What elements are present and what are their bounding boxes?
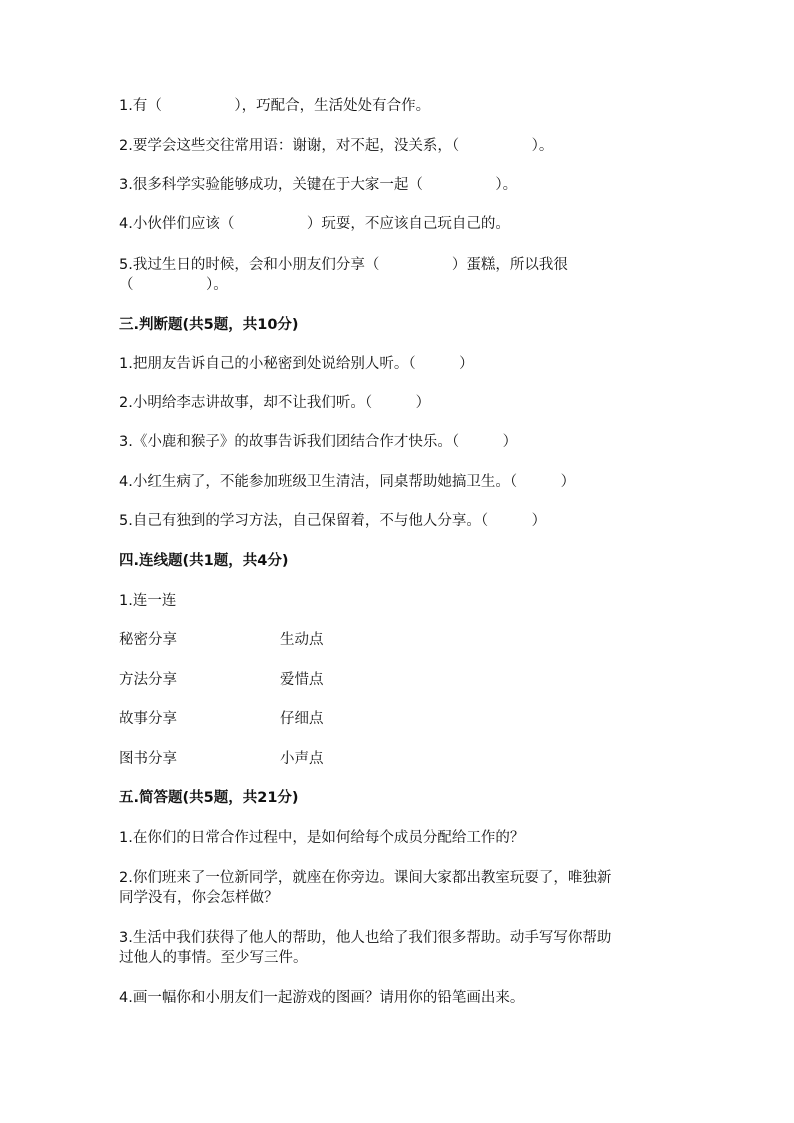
true-false-question-4: 4.小红生病了，不能参加班级卫生清洁，同桌帮助她搞卫生。（ ）	[119, 474, 576, 490]
true-false-heading: 三.判断题(共5题，共10分)	[119, 317, 299, 333]
fill-blank-question-5: 5.我过生日的时候，会和小朋友们分享（ ）蛋糕，所以我很	[119, 257, 568, 273]
fill-blank-question-1: 1.有（ ），巧配合，生活处处有合作。	[119, 98, 431, 114]
matching-left-item: 方法分享	[119, 672, 177, 688]
fill-blank-question-2: 2.要学会这些交往常用语：谢谢，对不起，没关系，（ ）。	[119, 138, 554, 154]
true-false-question-5: 5.自己有独到的学习方法，自己保留着，不与他人分享。（ ）	[119, 513, 547, 529]
matching-right-item: 小声点	[280, 751, 324, 767]
matching-left-item: 秘密分享	[119, 632, 177, 648]
short-answer-question-4: 4.画一幅你和小朋友们一起游戏的图画？请用你的铅笔画出来。	[119, 990, 525, 1006]
matching-left-item: 图书分享	[119, 751, 177, 767]
short-answer-question-1: 1.在你们的日常合作过程中，是如何给每个成员分配给工作的？	[119, 830, 525, 846]
matching-heading: 四.连线题(共1题，共4分)	[119, 553, 289, 569]
true-false-question-2: 2.小明给李志讲故事，却不让我们听。（ ）	[119, 395, 431, 411]
fill-blank-question-3: 3.很多科学实验能够成功，关键在于大家一起（ ）。	[119, 177, 518, 193]
short-answer-heading: 五.简答题(共5题，共21分)	[119, 790, 299, 806]
fill-blank-question-4: 4.小伙伴们应该（ ）玩耍，不应该自己玩自己的。	[119, 216, 510, 232]
short-answer-question-3: 3.生活中我们获得了他人的帮助，他人也给了我们很多帮助。动手写写你帮助	[119, 930, 612, 946]
matching-left-item: 故事分享	[119, 711, 177, 727]
matching-right-item: 生动点	[280, 632, 324, 648]
matching-question: 1.连一连	[119, 593, 177, 609]
fill-blank-question-5-continued: （ ）。	[119, 277, 228, 293]
true-false-question-1: 1.把朋友告诉自己的小秘密到处说给别人听。（ ）	[119, 356, 474, 372]
matching-right-item: 爱惜点	[280, 672, 324, 688]
short-answer-question-2-continued: 同学没有，你会怎样做？	[119, 890, 279, 906]
matching-right-item: 仔细点	[280, 711, 324, 727]
short-answer-question-3-continued: 过他人的事情。至少写三件。	[119, 950, 308, 966]
short-answer-question-2: 2.你们班来了一位新同学，就座在你旁边。课间大家都出教室玩耍了，唯独新	[119, 870, 612, 886]
true-false-question-3: 3.《小鹿和猴子》的故事告诉我们团结合作才快乐。（ ）	[119, 434, 518, 450]
